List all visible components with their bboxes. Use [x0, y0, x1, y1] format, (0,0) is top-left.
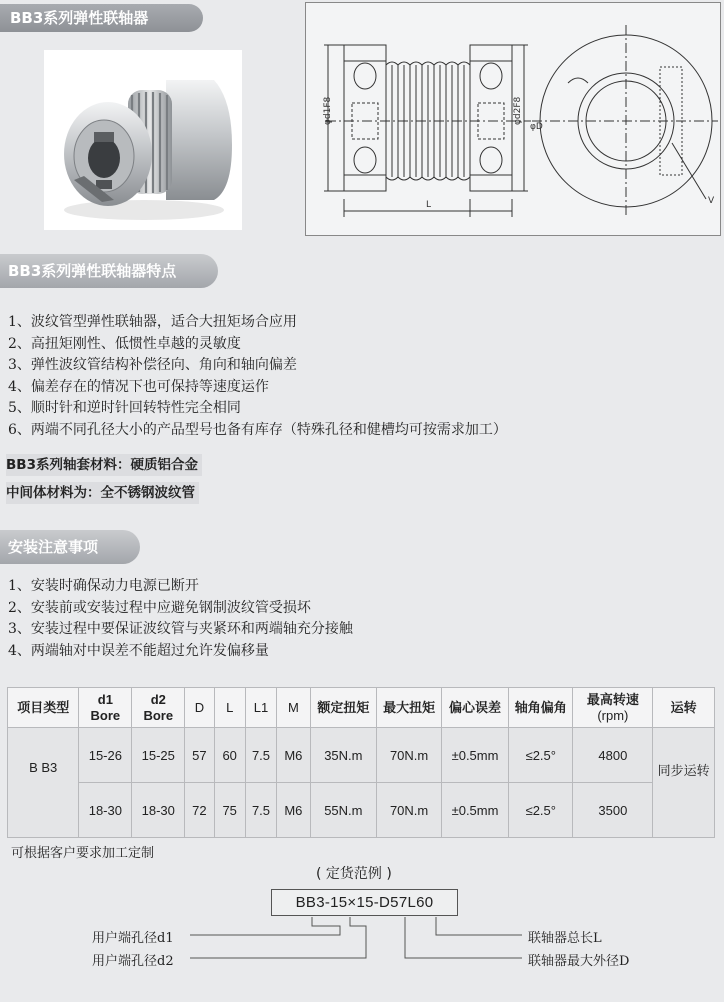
hub-material: BB3系列轴套材料：硬质铝合金: [6, 454, 202, 476]
list-item: 6、两端不同孔径大小的产品型号也备有库存（特殊孔径和健槽均可按需求加工）: [8, 421, 507, 438]
cell: M6: [277, 783, 310, 838]
cell: 35N.m: [310, 728, 377, 783]
list-item: 4、偏差存在的情况下也可保持等速度运作: [8, 378, 269, 395]
dim-d1-label: φd1F8: [323, 96, 333, 125]
list-item: 2、高扭矩刚性、低惯性卓越的灵敏度: [8, 335, 241, 352]
cell: 4800: [573, 728, 653, 783]
col-eccentric: 偏心误差: [441, 688, 508, 728]
cell: ±0.5mm: [441, 783, 508, 838]
cell: 75: [214, 783, 245, 838]
col-d1: d1 Bore: [79, 688, 132, 728]
col-L1: L1: [245, 688, 276, 728]
cell: 60: [214, 728, 245, 783]
list-item: 3、安装过程中要保证波纹管与夹紧环和两端轴充分接触: [8, 621, 353, 637]
install-heading: 安装注意事项: [0, 530, 140, 564]
col-type: 项目类型: [8, 688, 79, 728]
cell: 70N.m: [377, 783, 442, 838]
example-diameter-label: 联轴器最大外径D: [528, 954, 630, 969]
example-code: BB3-15×15-D57L60: [271, 889, 458, 916]
cell: 18-30: [79, 783, 132, 838]
cell: 72: [185, 783, 214, 838]
col-L: L: [214, 688, 245, 728]
cell: 55N.m: [310, 783, 377, 838]
cell: 7.5: [245, 728, 276, 783]
col-d2: d2 Bore: [132, 688, 185, 728]
col-max-torque: 最大扭矩: [377, 688, 442, 728]
dim-V-label: V: [708, 196, 715, 206]
list-item: 5、顺时针和逆时针回转特性完全相同: [8, 400, 241, 416]
cell: 15-25: [132, 728, 185, 783]
list-item: 2、安装前或安装过程中应避免钢制波纹管受损坏: [8, 599, 311, 616]
col-angular: 轴角偏角: [509, 688, 573, 728]
list-item: 1、波纹管型弹性联轴器，适合大扭矩场合应用: [8, 314, 297, 330]
cell: 18-30: [132, 783, 185, 838]
example-d2-label: 用户端孔径d2: [92, 954, 174, 969]
list-item: 1、安装时确保动力电源已断开: [8, 578, 199, 594]
dim-d2-label: φd2F8: [513, 96, 523, 125]
example-length-label: 联轴器总长L: [528, 931, 602, 946]
col-rated-torque: 额定扭矩: [310, 688, 377, 728]
col-D: D: [185, 688, 214, 728]
list-item: 4、两端轴对中误差不能超过允许发偏移量: [8, 642, 269, 659]
cell: M6: [277, 728, 310, 783]
custom-note: 可根据客户要求加工定制: [11, 846, 155, 861]
page-title: BB3系列弹性联轴器: [0, 4, 203, 32]
motion-cell: 同步运转: [653, 728, 715, 838]
col-motion: 运转: [653, 688, 715, 728]
dim-D-label: φD: [530, 122, 543, 132]
cell: 15-26: [79, 728, 132, 783]
body-material: 中间体材料为：全不锈钢波纹管: [6, 482, 199, 504]
col-M: M: [277, 688, 310, 728]
example-title: ( 定货范例 ): [316, 866, 392, 882]
model-cell: B B3: [8, 728, 79, 838]
cell: 3500: [573, 783, 653, 838]
list-item: 3、弹性波纹管结构补偿径向、角向和轴向偏差: [8, 357, 297, 373]
features-heading: BB3系列弹性联轴器特点: [0, 254, 218, 288]
col-speed: 最高转速 (rpm): [573, 688, 653, 728]
cell: 70N.m: [377, 728, 442, 783]
cell: ≤2.5°: [509, 783, 573, 838]
example-d1-label: 用户端孔径d1: [92, 931, 174, 946]
cell: 7.5: [245, 783, 276, 838]
cell: 57: [185, 728, 214, 783]
cell: ≤2.5°: [509, 728, 573, 783]
cell: ±0.5mm: [441, 728, 508, 783]
dim-L-label: L: [426, 200, 432, 210]
